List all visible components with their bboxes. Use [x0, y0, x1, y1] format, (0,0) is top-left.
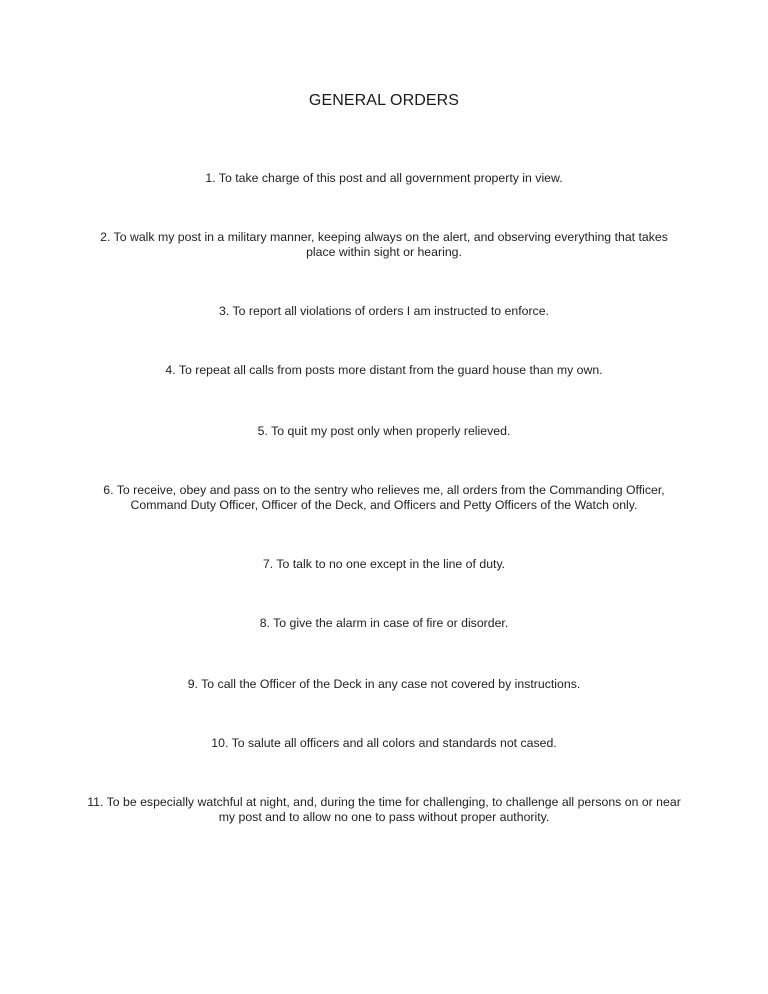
- general-order-10: 10. To salute all officers and all colors and standards not cased.: [211, 736, 557, 750]
- general-order-4: 4. To repeat all calls from posts more distant from the guard house than my own.: [165, 363, 603, 377]
- general-order-3: 3. To report all violations of orders I am instructed to enforce.: [219, 304, 549, 318]
- general-order-8: 8. To give the alarm in case of fire or disorder.: [259, 616, 509, 630]
- general-order-7: 7. To talk to no one except in the line of duty.: [262, 557, 506, 571]
- general-order-11: 11. To be especially watchful at night, and, during the time for challenging, to challenge all persons on or near my post and to allow no one to pass without proper authority.: [87, 795, 681, 824]
- document-title: GENERAL ORDERS: [308, 92, 460, 109]
- general-order-6: 6. To receive, obey and pass on to the sentry who relieves me, all orders from the Commanding Officer, Command Duty Officer, Officer of the Deck, and Officers and Petty Officers of the Watch only.: [103, 483, 665, 512]
- general-order-1: 1. To take charge of this post and all government property in view.: [205, 171, 563, 185]
- general-order-5: 5. To quit my post only when properly relieved.: [257, 424, 511, 438]
- general-order-2: 2. To walk my post in a military manner, keeping always on the alert, and observing everything that takes place within sight or hearing.: [100, 230, 668, 259]
- general-order-9: 9. To call the Officer of the Deck in any case not covered by instructions.: [187, 677, 581, 691]
